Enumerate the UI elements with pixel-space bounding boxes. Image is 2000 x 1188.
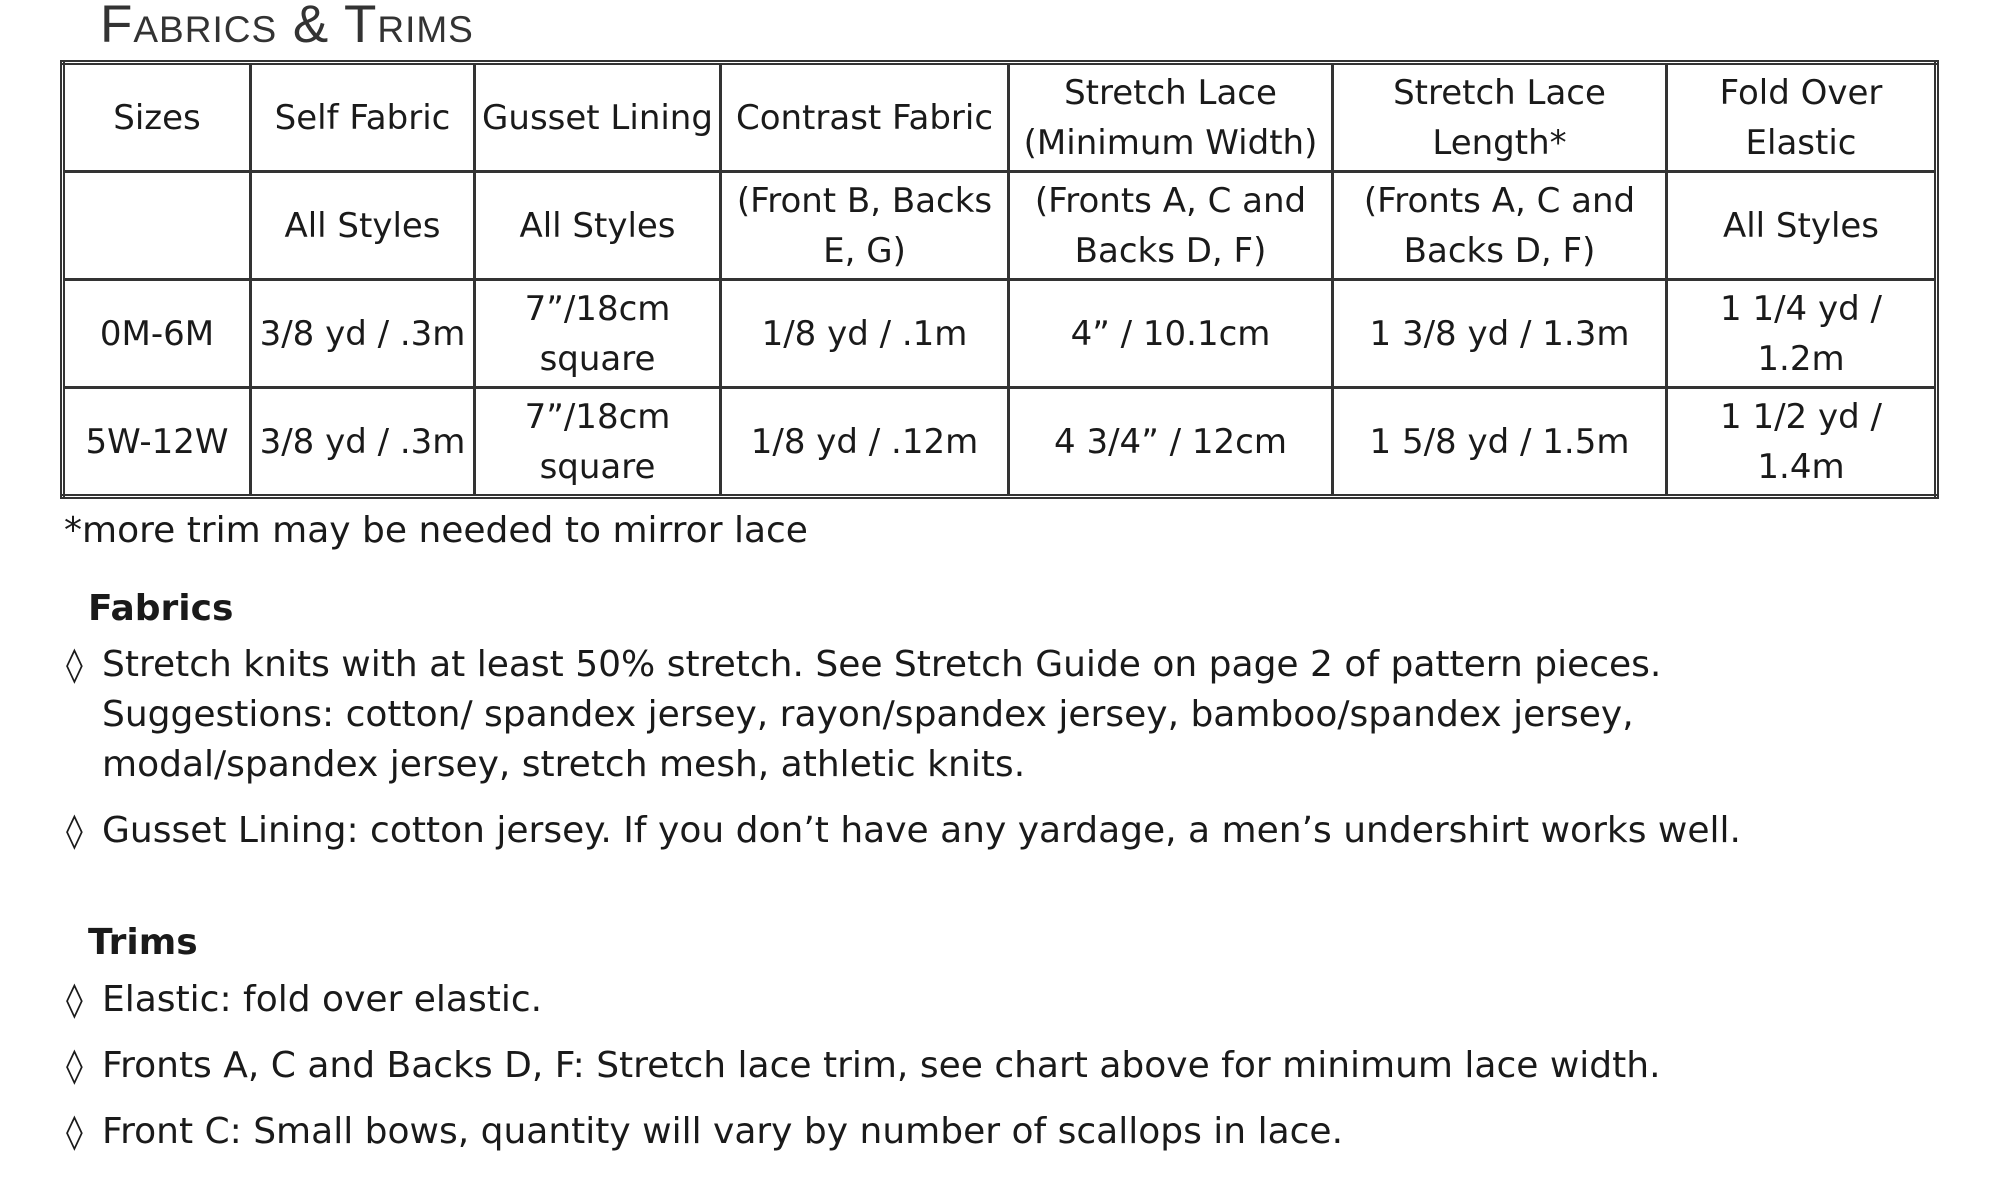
table-footnote: *more trim may be needed to mirror lace: [64, 510, 808, 551]
table-cell: 1/8 yd / .1m: [721, 280, 1009, 388]
list-item: [66, 1041, 1926, 1091]
table-header-row: [63, 63, 1937, 172]
table-cell: 4 3/4” / 12cm: [1009, 388, 1333, 497]
column-header-fold-over-elastic: Fold Over Elastic: [1667, 63, 1937, 172]
column-header-self-fabric: Self Fabric: [251, 63, 475, 172]
column-header-stretch-lace-width: Stretch Lace (Minimum Width): [1009, 63, 1333, 172]
table-cell: 1/8 yd / .12m: [721, 388, 1009, 497]
table-cell: 4” / 10.1cm: [1009, 280, 1333, 388]
diamond-bullet-icon: ◊: [66, 980, 83, 1020]
table-cell: [63, 172, 251, 280]
table-cell: (Fronts A, C and Backs D, F): [1333, 172, 1667, 280]
list-item-text: Stretch knits with at least 50% stretch. See Stretch Guide on page 2 of pattern pieces. Suggestions: cotton/ spandex jersey, rayon/spandex jersey, bamboo/spandex jersey, modal/spandex jersey, stretch mesh, athletic knits.: [102, 644, 1662, 785]
fabrics-list: [66, 640, 1926, 872]
diamond-bullet-icon: ◊: [66, 645, 83, 685]
list-item: [66, 1107, 1926, 1157]
fabric-requirements-table: [60, 60, 1939, 499]
table-cell: 1 5/8 yd / 1.5m: [1333, 388, 1667, 497]
diamond-bullet-icon: ◊: [66, 811, 83, 851]
list-item: [66, 975, 1926, 1025]
page-title: Fabrics & Trims: [100, 0, 474, 54]
trims-list: [66, 975, 1926, 1173]
table-cell: (Front B, Backs E, G): [721, 172, 1009, 280]
table-cell: 1 1/2 yd / 1.4m: [1667, 388, 1937, 497]
table-row-0m-6m: [63, 280, 1937, 388]
diamond-bullet-icon: ◊: [66, 1046, 83, 1086]
table-cell: 7”/18cm square: [475, 388, 721, 497]
column-header-gusset-lining: Gusset Lining: [475, 63, 721, 172]
fabrics-heading: Fabrics: [88, 588, 234, 629]
table-row-styles: [63, 172, 1937, 280]
table-cell: All Styles: [475, 172, 721, 280]
table-row-5w-12w: [63, 388, 1937, 497]
column-header-sizes: Sizes: [63, 63, 251, 172]
table-cell: 7”/18cm square: [475, 280, 721, 388]
list-item-text: Fronts A, C and Backs D, F: Stretch lace trim, see chart above for minimum lace width.: [102, 1045, 1661, 1086]
table-cell: 3/8 yd / .3m: [251, 388, 475, 497]
table-cell: 0M-6M: [63, 280, 251, 388]
list-item-text: Elastic: fold over elastic.: [102, 979, 543, 1020]
table-cell: 3/8 yd / .3m: [251, 280, 475, 388]
table-cell: All Styles: [1667, 172, 1937, 280]
table-cell: 1 3/8 yd / 1.3m: [1333, 280, 1667, 388]
column-header-contrast-fabric: Contrast Fabric: [721, 63, 1009, 172]
table-cell: 5W-12W: [63, 388, 251, 497]
table-cell: 1 1/4 yd / 1.2m: [1667, 280, 1937, 388]
trims-heading: Trims: [88, 922, 198, 963]
list-item-text: Gusset Lining: cotton jersey. If you don’t have any yardage, a men’s undershirt works well.: [102, 810, 1741, 851]
table-cell: (Fronts A, C and Backs D, F): [1009, 172, 1333, 280]
table-cell: All Styles: [251, 172, 475, 280]
diamond-bullet-icon: ◊: [66, 1112, 83, 1152]
list-item-text: Front C: Small bows, quantity will vary by number of scallops in lace.: [102, 1111, 1344, 1152]
column-header-stretch-lace-length: Stretch Lace Length*: [1333, 63, 1667, 172]
list-item: [66, 806, 1926, 856]
list-item: [66, 640, 1926, 790]
